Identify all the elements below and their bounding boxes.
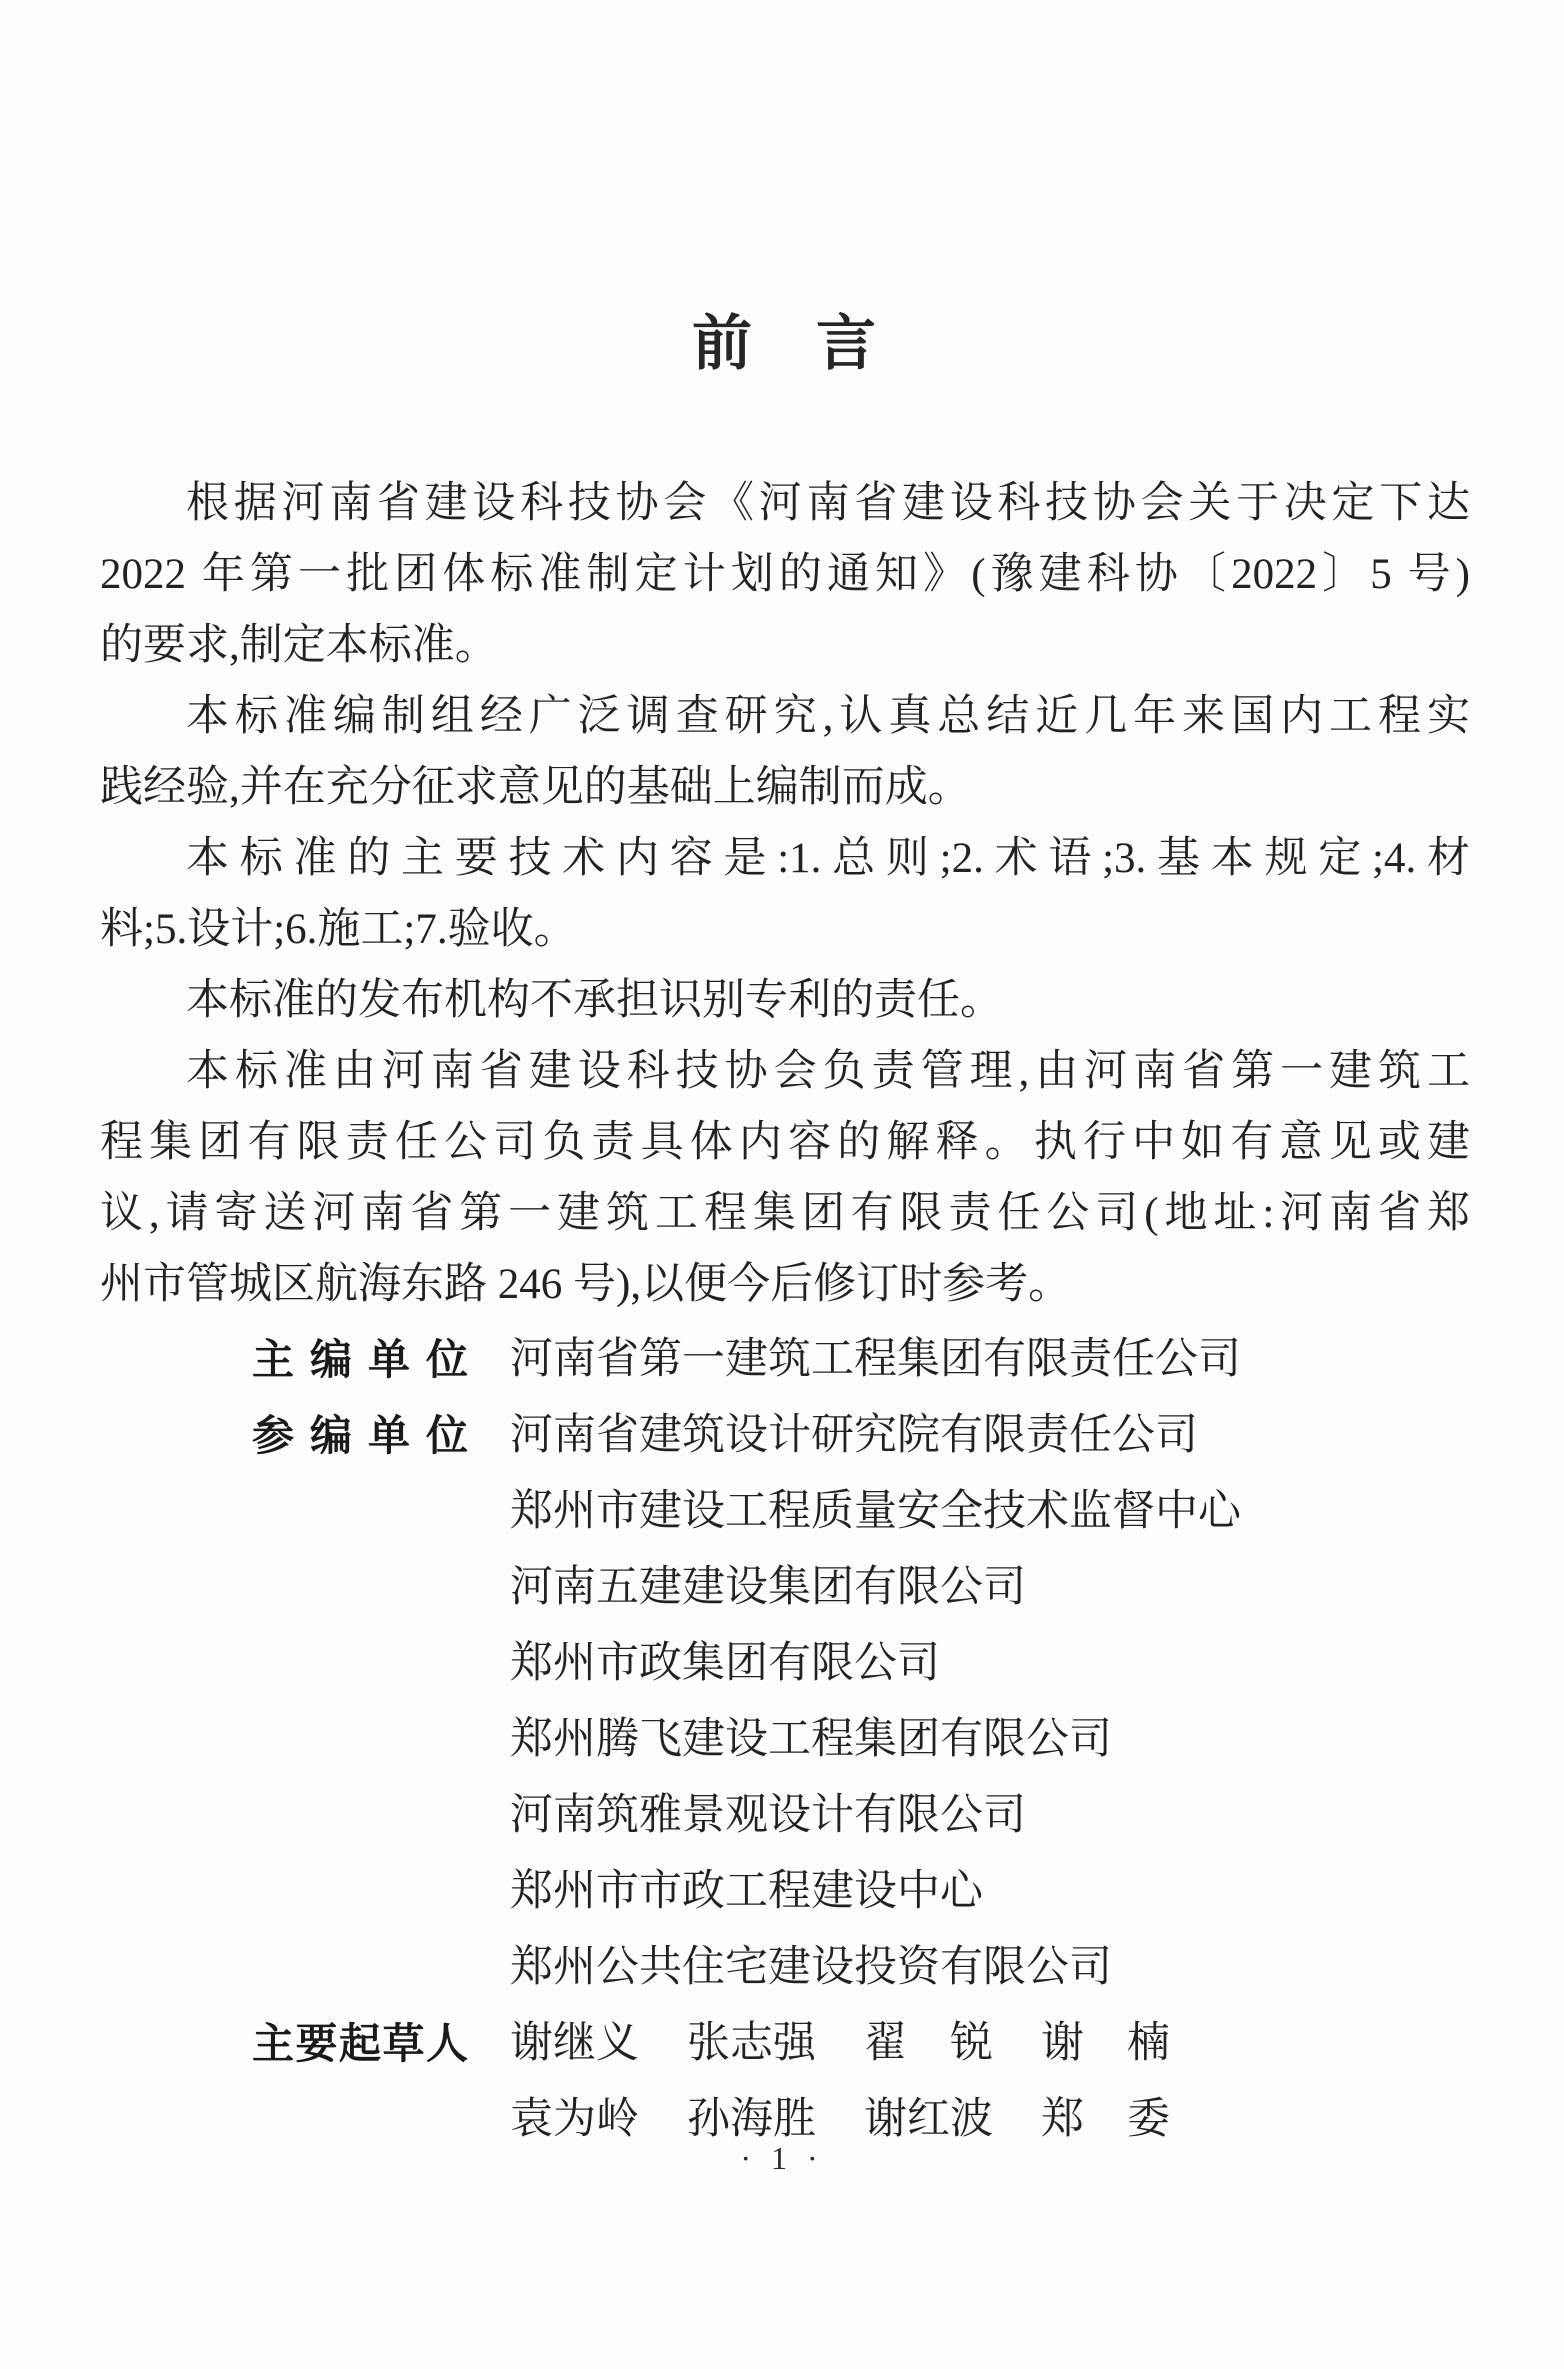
body-line: 2022 年第一批团体标准制定计划的通知》(豫建科协〔2022〕5 号) bbox=[100, 551, 1470, 598]
drafter-name: 孙海胜 bbox=[687, 2096, 816, 2143]
chief-editor-values bbox=[510, 1322, 1470, 1398]
org-item: 河南省建筑设计研究院有限责任公司 bbox=[510, 1412, 1198, 1459]
org-item: 河南筑雅景观设计有限公司 bbox=[510, 1792, 1026, 1839]
drafter-name: 谢红波 bbox=[864, 2096, 993, 2143]
org-item: 郑州市建设工程质量安全技术监督中心 bbox=[510, 1488, 1241, 1535]
org-item: 郑州市市政工程建设中心 bbox=[510, 1868, 983, 1915]
body-line: 的要求,制定本标准。 bbox=[100, 622, 498, 669]
participants-label: 参 编 单 位 bbox=[252, 1412, 468, 1459]
body-line: 程集团有限责任公司负责具体内容的解释。执行中如有意见或建 bbox=[100, 1119, 1470, 1166]
credits-sections bbox=[100, 1322, 1470, 2158]
drafter-name: 翟 锐 bbox=[864, 2020, 993, 2067]
drafters-section bbox=[100, 2006, 1470, 2158]
drafter-name: 郑 委 bbox=[1041, 2096, 1170, 2143]
drafter-name: 谢继义 bbox=[510, 2020, 639, 2067]
drafter-name: 张志强 bbox=[687, 2020, 816, 2067]
body-line: 根据河南省建设科技协会《河南省建设科技协会关于决定下达 bbox=[186, 480, 1470, 527]
org-item: 郑州市政集团有限公司 bbox=[510, 1640, 940, 1687]
page-title: 前 言 bbox=[692, 311, 878, 377]
drafters-row bbox=[510, 2006, 1470, 2082]
participants-values bbox=[510, 1398, 1470, 2006]
body-line: 本标准由河南省建设科技协会负责管理,由河南省第一建筑工 bbox=[186, 1048, 1470, 1095]
chief-editor-label: 主 编 单 位 bbox=[252, 1336, 468, 1383]
chief-editor-section bbox=[100, 1322, 1470, 1398]
drafters-values bbox=[510, 2006, 1470, 2158]
body-line: 践经验,并在充分征求意见的基础上编制而成。 bbox=[100, 764, 971, 811]
drafter-name: 谢 楠 bbox=[1041, 2020, 1170, 2067]
body-line: 本标准编制组经广泛调查研究,认真总结近几年来国内工程实 bbox=[186, 693, 1470, 740]
body-line: 料;5.设计;6.施工;7.验收。 bbox=[100, 906, 577, 953]
body-line: 州市管城区航海东路 246 号),以便今后修订时参考。 bbox=[100, 1261, 1072, 1308]
drafter-name: 袁为岭 bbox=[510, 2096, 639, 2143]
drafters-label: 主要起草人 bbox=[252, 2020, 468, 2067]
org-item: 郑州公共住宅建设投资有限公司 bbox=[510, 1944, 1112, 1991]
participants-section bbox=[100, 1398, 1470, 2006]
preface-body bbox=[100, 468, 1470, 1320]
org-item: 郑州腾飞建设工程集团有限公司 bbox=[510, 1716, 1112, 1763]
page-number: · 1 · bbox=[740, 2140, 824, 2176]
org-item: 河南五建建设集团有限公司 bbox=[510, 1564, 1026, 1611]
body-line: 本标准的主要技术内容是:1.总则;2.术语;3.基本规定;4.材 bbox=[186, 835, 1470, 882]
body-line: 议,请寄送河南省第一建筑工程集团有限责任公司(地址:河南省郑 bbox=[100, 1190, 1470, 1237]
body-line: 本标准的发布机构不承担识别专利的责任。 bbox=[186, 977, 1003, 1024]
org-item: 河南省第一建筑工程集团有限责任公司 bbox=[510, 1336, 1241, 1383]
